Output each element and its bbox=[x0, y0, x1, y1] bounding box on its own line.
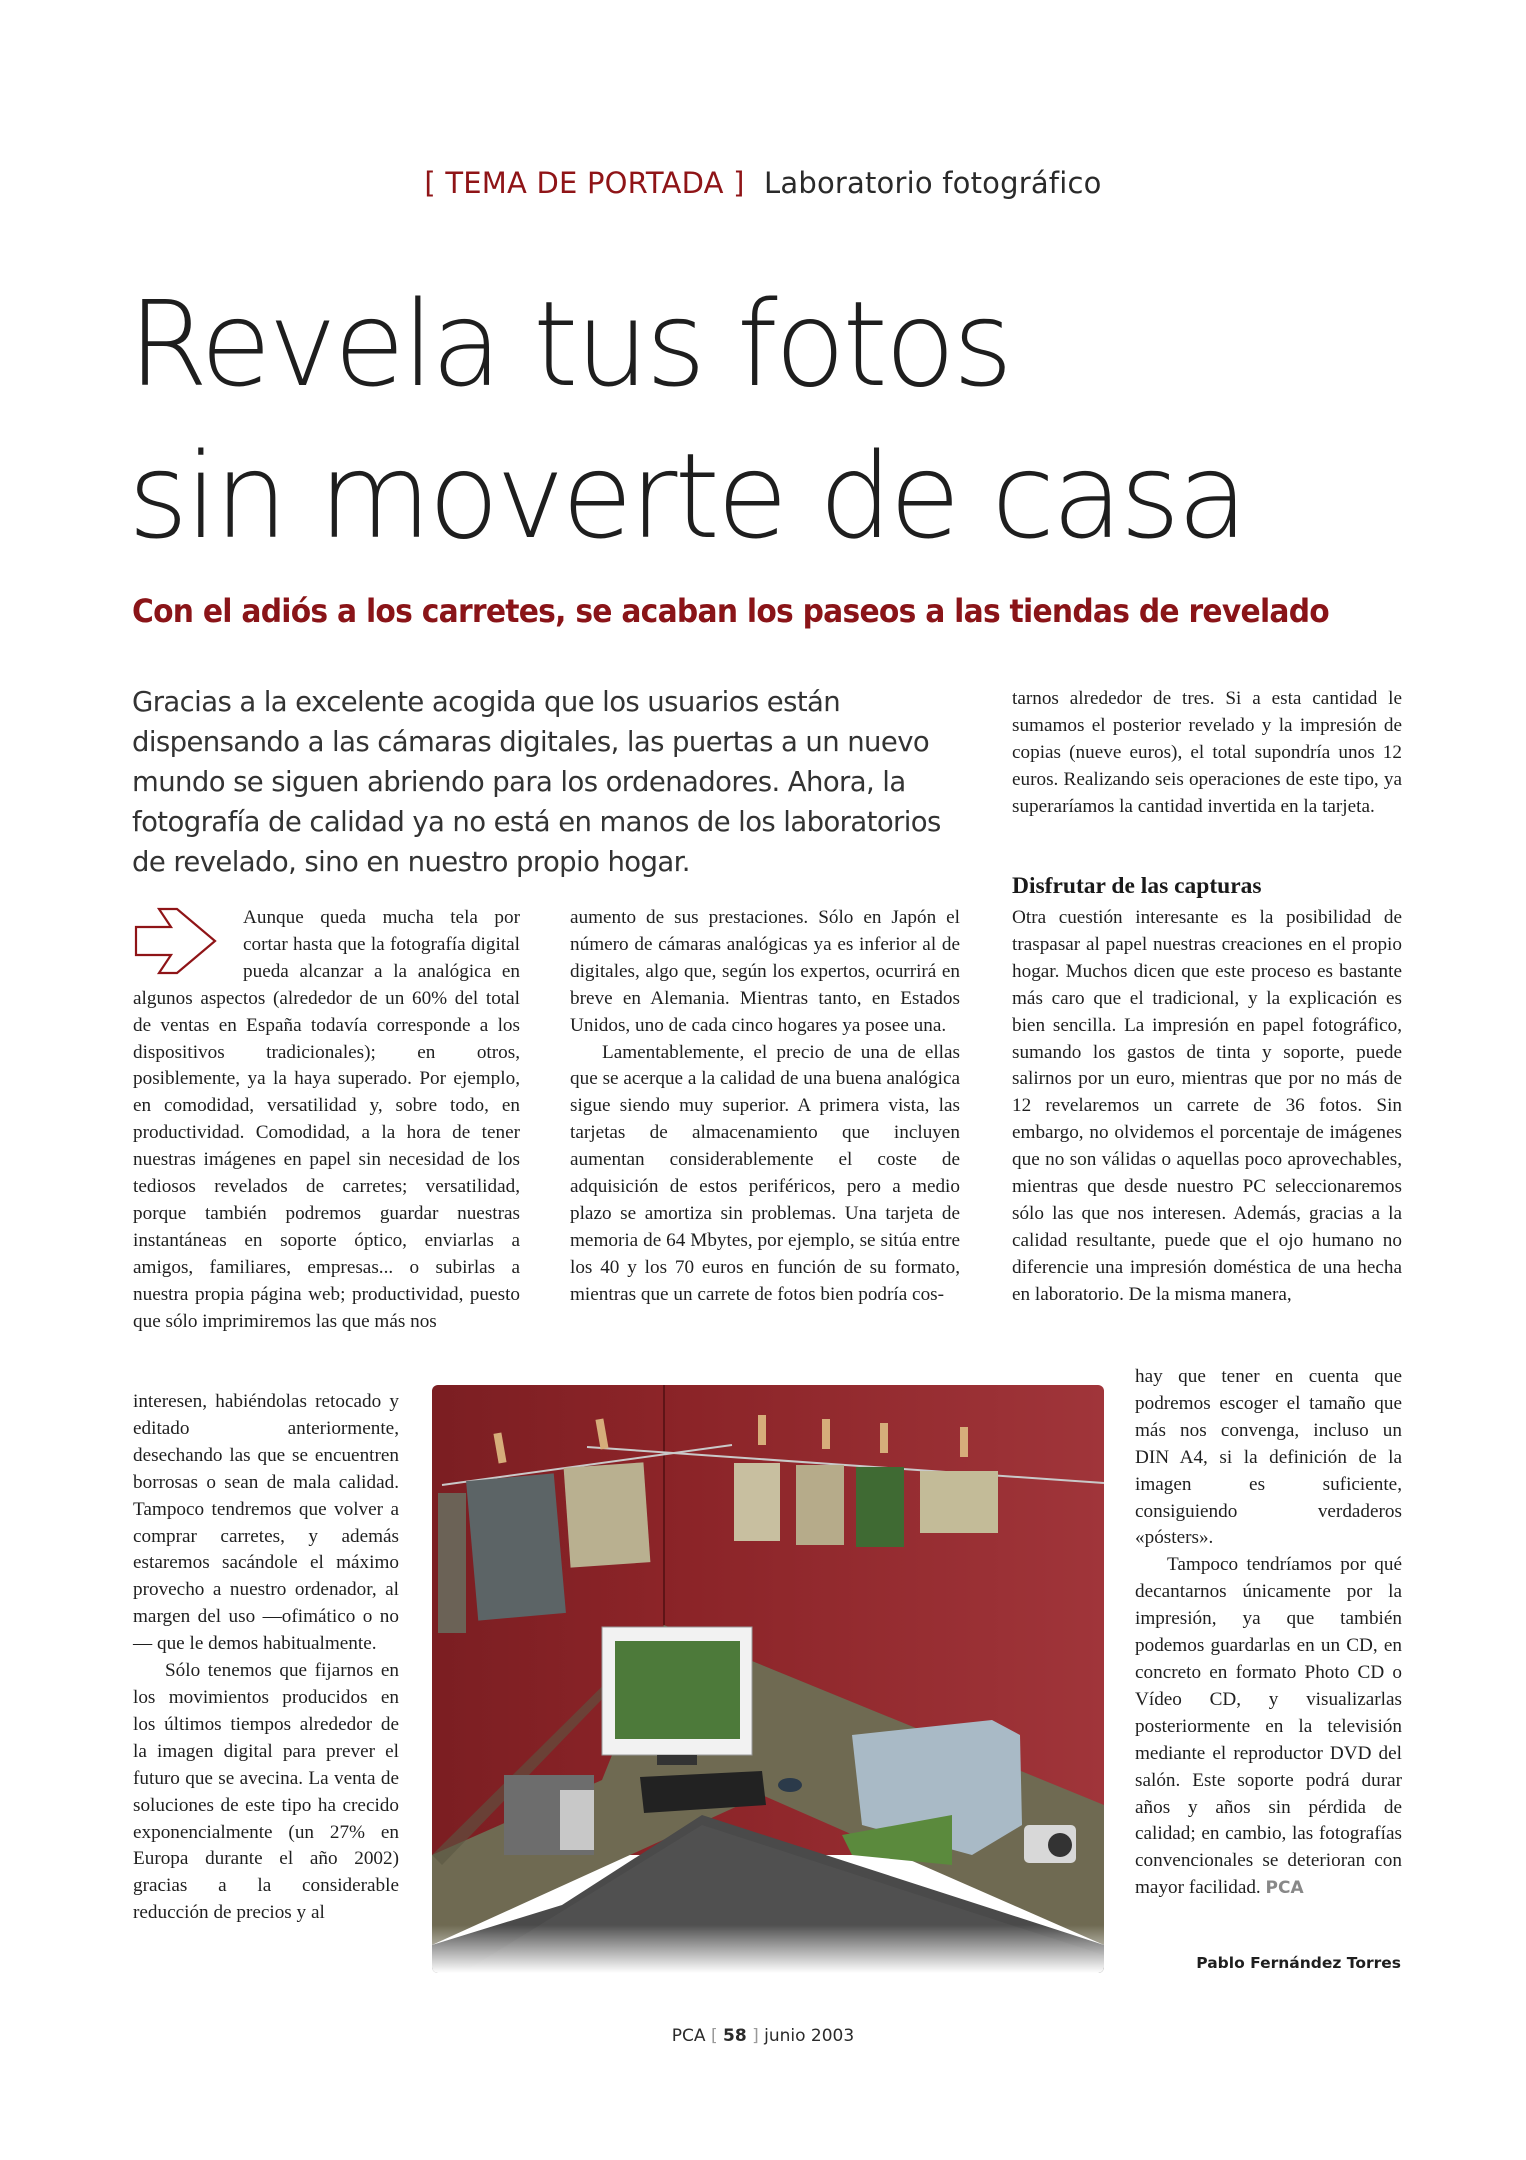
paragraph: hay que tener en cuenta que podremos escoger el tamaño que más nos convenga, incluso un DIN A4, si la definición de la imagen es suficiente, consiguiendo verdaderos «pósters». bbox=[1135, 1366, 1402, 1549]
end-mark: PCA bbox=[1265, 1878, 1304, 1899]
room-illustration bbox=[432, 1385, 1104, 1973]
subtitle: Con el adiós a los carretes, se acaban los paseos a las tiendas de revelado bbox=[132, 592, 1330, 630]
column-3 bbox=[1012, 905, 1402, 1309]
lead-line: dispensando a las cámaras digitales, las puertas a un nuevo bbox=[132, 726, 930, 758]
lead-line: de revelado, sino en nuestro propio hogar. bbox=[132, 846, 690, 878]
hanging-photo bbox=[734, 1463, 780, 1541]
page-number: 58 bbox=[723, 2026, 747, 2046]
paragraph bbox=[1135, 1552, 1402, 1902]
hanging-photo bbox=[796, 1465, 844, 1545]
section-subhead: Disfrutar de las capturas bbox=[1012, 873, 1262, 899]
bracket: [ bbox=[710, 2026, 718, 2046]
hanging-photo bbox=[920, 1471, 998, 1533]
paragraph: tarnos alrededor de tres. Si a esta cantidad le sumamos el posterior revelado y la impresión de copias (nueve euros), el total supondría unos 12 euros. Realizando seis operaciones de este tipo, ya superaríamos la cantidad invertida en la tarjeta. bbox=[1012, 688, 1402, 817]
byline: Pablo Fernández Torres bbox=[1196, 1954, 1401, 1972]
lead-line: mundo se siguen abriendo para los ordenadores. Ahora, la bbox=[132, 766, 906, 798]
bracket: ] bbox=[752, 2026, 759, 2046]
section-label: [ TEMA DE PORTADA ] bbox=[424, 166, 745, 200]
magazine-name: PCA bbox=[671, 2026, 706, 2046]
arrow-right-icon bbox=[133, 905, 225, 977]
illustration-photo-room bbox=[432, 1385, 1104, 1973]
section-topic: Laboratorio fotográfico bbox=[764, 166, 1102, 200]
paragraph: Sólo tenemos que fijarnos en los movimientos producidos en los últimos tiempos alrededor de la imagen digital para prever el futuro que se avecina. La venta de soluciones de este tipo ha crecido exponencialmente (un 27% en Europa durante el año 2002) gracias a la considerable reducción de precios y al bbox=[133, 1660, 399, 1924]
paragraph: Lamentablemente, el precio de una de ellas que se acerque a la calidad de una buena analógica sigue siendo muy superior. A primera vista, las tarjetas de almacenamiento que incluyen aumentan considerablemente el coste de adquisición de estos periféricos, pero a medio plazo se amortiza sin problemas. Una tarjeta de memoria de 64 Mbytes, por ejemplo, se sitúa entre los 40 y los 70 euros en función de su formato, mientras que un carrete de fotos bien podría cos- bbox=[570, 1041, 960, 1305]
column-2 bbox=[570, 905, 960, 1309]
hanging-photo bbox=[438, 1493, 466, 1633]
arrow-ornament-space bbox=[133, 905, 243, 985]
paragraph: interesen, habiéndolas retocado y editado anteriormente, desechando las que se encuentren borrosas o sean de mala calidad. Tampoco tendremos que volver a comprar carretes, y además estaremos sacándole el máximo provecho a nuestro ordenador, al margen del uso —ofimático o no— que le demos habitualmente. bbox=[133, 1391, 399, 1655]
headline-line-2: sin moverte de casa bbox=[128, 427, 1246, 565]
hanging-photo bbox=[856, 1467, 904, 1547]
column-3-continued bbox=[1135, 1364, 1402, 1902]
paragraph: Otra cuestión interesante es la posibilidad de traspasar al papel nuestras creaciones en el propio hogar. Muchos dicen que este proceso es bastante más caro que el tradicional, y la explicación es bien sencilla. La impresión en papel fotográfico, sumando los gastos de tinta y soporte, puede salirnos por un euro, mientras que por no más de 12 revelaremos un carrete de 36 fotos. Sin embargo, no olvidemos el porcentaje de imágenes que no son válidas o aquellas poco aprovechables, mientras que desde nuestro PC seleccionaremos sólo las que nos interesen. Además, gracias a la calidad resultante, puede que el ojo humano no diferencie una impresión doméstica de una hecha en laboratorio. De la misma manera, bbox=[1012, 907, 1402, 1305]
headline-line-1: Revela tus fotos bbox=[128, 275, 1011, 413]
lead-paragraph bbox=[132, 682, 982, 882]
hanging-photo bbox=[564, 1462, 651, 1567]
lead-line: fotografía de calidad ya no está en manos de los laboratorios bbox=[132, 806, 941, 838]
column-1 bbox=[133, 905, 520, 1336]
section-kicker bbox=[0, 166, 1526, 200]
lead-line: Gracias a la excelente acogida que los usuarios están bbox=[132, 686, 841, 718]
column-1-continued bbox=[133, 1389, 399, 1927]
paragraph: aumento de sus prestaciones. Sólo en Japón el número de cámaras analógicas ya es inferior al de digitales, algo que, según los expertos, ocurrirá en breve en Alemania. Mientras tanto, en Estados Unidos, uno de cada cinco hogares ya posee una. bbox=[570, 907, 960, 1036]
issue-date: junio 2003 bbox=[764, 2026, 855, 2046]
paragraph: Aunque queda mucha tela por cortar hasta que la fotografía digital pueda alcanzar a la analógica en algunos aspectos (alrededor de un 60% del total de ventas en España todavía corresponde a los dispositivos tradicionales); en otros, posiblemente, ya la haya superado. Por ejemplo, en comodidad, versatilidad y, sobre todo, en productividad. Comodidad, a la hora de tener nuestras imágenes en papel sin necesidad de los tediosos revelados de carretes; versatilidad, porque también podremos guardar nuestras instantáneas en soporte óptico, enviarlas a amigos, familiares, empresas... o subirlas a nuestra propia página web; productividad, puesto que sólo imprimiremos las que más nos bbox=[133, 907, 520, 1332]
column-3-top bbox=[1012, 686, 1402, 821]
page-folio bbox=[0, 2026, 1526, 2046]
paragraph-text: Tampoco tendríamos por qué decantarnos únicamente por la impresión, ya que también podemos guardarlas en un CD, en concreto en formato Photo CD o Vídeo CD, y visualizarlas posteriormente en la televisión mediante el reproductor DVD del salón. Este soporte podrá durar años y años sin pérdida de calidad; en cambio, las fotografías convencionales se deterioran con mayor facilidad. bbox=[1135, 1554, 1402, 1899]
headline bbox=[128, 268, 1245, 572]
hanging-photo bbox=[466, 1473, 566, 1620]
